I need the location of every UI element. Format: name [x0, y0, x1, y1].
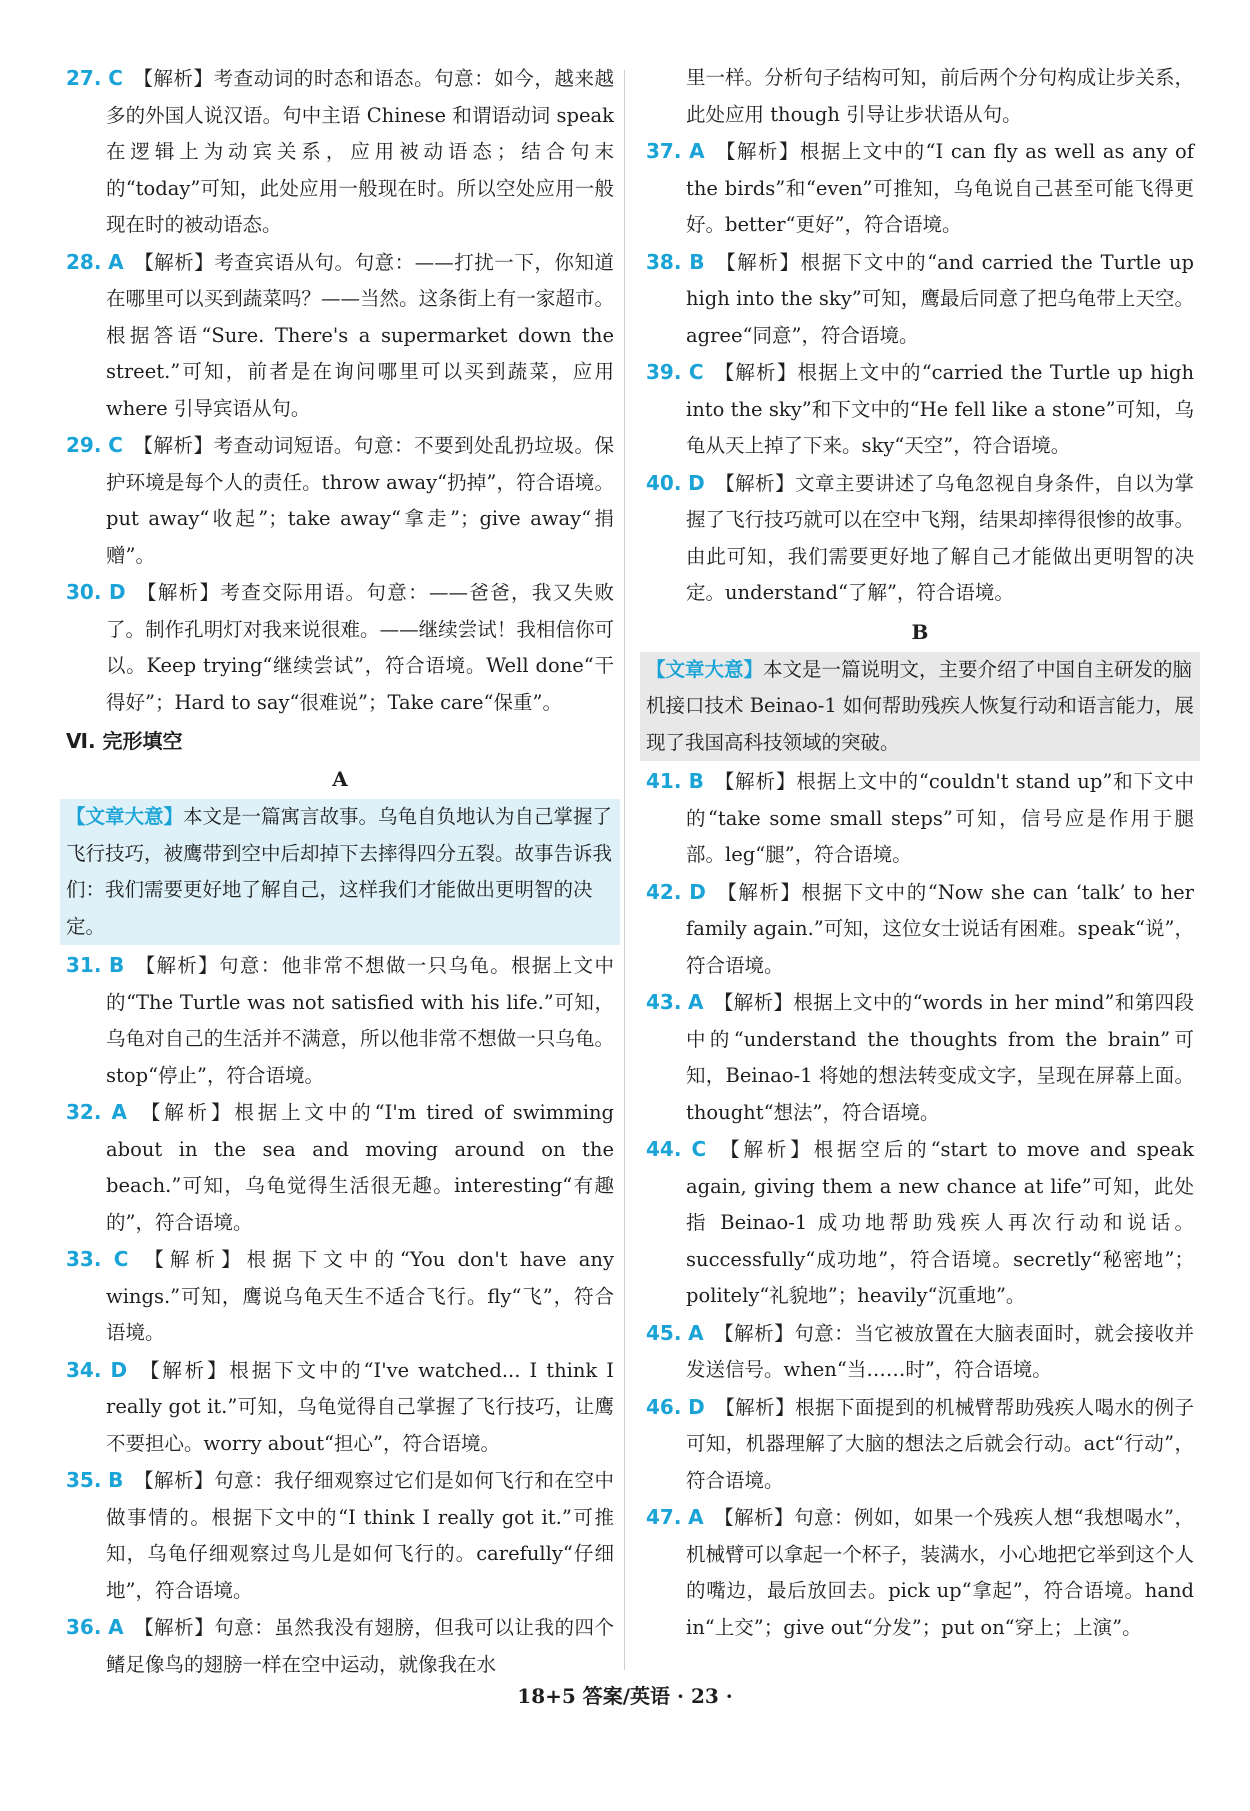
answer-38: 38. B 【解析】根据下文中的“and carried the Turtle up high into the sky”可知，鹰最后同意了把乌龟带上天空。agree“同意”，符合语境。	[646, 249, 1194, 347]
answer-36: 36. A 【解析】句意：虽然我没有翅膀，但我可以让我的四个鳍足像鸟的翅膀一样在空中运动，就像我在水	[66, 1615, 614, 1676]
answer-31: 31. B 【解析】句意：他非常不想做一只乌龟。根据上文中的“The Turtle was not satisfied with his life.”可知，乌龟对自己的生活并不满意，所以他非常不想做一只乌龟。stop“停止”，符合语境。	[66, 953, 614, 1087]
answer-29: 29. C 【解析】考查动词短语。句意：不要到处乱扔垃圾。保护环境是每个人的责任。throw away“扔掉”，符合语境。put away“收起”；take away“拿走”；give away“捐赠”。	[66, 433, 614, 567]
passage-letter-b: B	[911, 619, 929, 644]
answer-44: 44. C 【解析】根据空后的“start to move and speak again, giving them a new chance at life”可知，此处指 Beinao-1 成功地帮助残疾人再次行动和说话。successfully“成功地”，符合语境。secretly“秘密地”；politely“礼貌地”；heavily“沉重地”。	[646, 1137, 1194, 1307]
right-column	[646, 60, 1194, 1646]
answer-46: 46. D 【解析】根据下面提到的机械臂帮助残疾人喝水的例子可知，机器理解了大脑的想法之后就会行动。act“行动”，符合语境。	[646, 1394, 1194, 1492]
answer-35: 35. B 【解析】句意：我仔细观察过它们是如何飞行和在空中做事情的。根据下文中的“I think I really got it.”可推知，乌龟仔细观察过鸟儿是如何飞行的。carefully“仔细地”，符合语境。	[66, 1468, 614, 1602]
answer-28: 28. A 【解析】考查宾语从句。句意：——打扰一下，你知道在哪里可以买到蔬菜吗？——当然。这条街上有一家超市。根据答语“Sure. There's a supermarket down the street.”可知，前者是在询问哪里可以买到蔬菜，应用 where 引导宾语从句。	[66, 249, 614, 420]
answer-41: 41. B 【解析】根据上文中的“couldn't stand up”和下文中的“take some small steps”可知，信号应是作用于腿部。leg“腿”，符合语境。	[646, 769, 1194, 866]
answer-36-continued: 里一样。分析句子结构可知，前后两个分句构成让步关系，此处应用 though 引导让步状语从句。	[686, 66, 1194, 126]
answer-42: 42. D 【解析】根据下文中的“Now she can ‘talk’ to her family again.”可知，这位女士说话有困难。speak“说”，符合语境。	[646, 879, 1195, 977]
answer-27: 27. C 【解析】考查动词的时态和语态。句意：如今，越来越多的外国人说汉语。句中主语 Chinese 和谓语动词 speak 在逻辑上为动宾关系，应用被动语态；结合句末的“today”可知，此处应用一般现在时。所以空处应用一般现在时的被动语态。	[66, 66, 614, 236]
section-title: Ⅵ. 完形填空	[66, 729, 183, 753]
answer-37: 37. A 【解析】根据上文中的“I can fly as well as any of the birds”和“even”可推知，乌龟说自己甚至可能飞得更好。better“更好”，符合语境。	[646, 139, 1194, 236]
answer-40: 40. D 【解析】文章主要讲述了乌龟忽视自身条件，自以为掌握了飞行技巧就可以在空中飞翔，结果却摔得很惨的故事。由此可知，我们需要更好地了解自己才能做出更明智的决定。understand“了解”，符合语境。	[646, 470, 1194, 604]
answer-32: 32. A 【解析】根据上文中的“I'm tired of swimming about in the sea and moving around on the beach.”可知，乌龟觉得生活很无趣。interesting“有趣的”，符合语境。	[66, 1100, 614, 1234]
column-divider	[624, 70, 625, 1670]
left-column	[66, 60, 614, 1683]
answer-43: 43. A 【解析】根据上文中的“words in her mind”和第四段中的“understand the thoughts from the brain”可知，Beinao-1 将她的想法转变成文字，呈现在屏幕上面。thought“想法”，符合语境。	[646, 990, 1194, 1124]
passage-summary-a: 【文章大意】本文是一篇寓言故事。乌龟自负地认为自己掌握了飞行技巧，被鹰带到空中后却掉下去摔得四分五裂。故事告诉我们：我们需要更好地了解自己，这样我们才能做出更明智的决定。	[60, 799, 620, 945]
passage-summary-b: 【文章大意】本文是一篇说明文，主要介绍了中国自主研发的脑机接口技术 Beinao-1 如何帮助残疾人恢复行动和语言能力，展现了我国高科技领域的突破。	[640, 652, 1200, 762]
answer-47: 47. A 【解析】句意：例如，如果一个残疾人想“我想喝水”，机械臂可以拿起一个杯子，装满水，小心地把它举到这个人的嘴边，最后放回去。pick up“拿起”，符合语境。hand in“上交”；give out“分发”；put on“穿上；上演”。	[646, 1505, 1194, 1639]
answer-45: 45. A 【解析】句意：当它被放置在大脑表面时，就会接收并发送信号。when“当……时”，符合语境。	[646, 1320, 1194, 1381]
answer-34: 34. D 【解析】根据下文中的“I've watched... I think I really got it.”可知，乌龟觉得自己掌握了飞行技巧，让鹰不要担心。worry about“担心”，符合语境。	[66, 1357, 615, 1455]
answer-39: 39. C 【解析】根据上文中的“carried the Turtle up high into the sky”和下文中的“He fell like a stone”可知，乌龟从天上掉了下来。sky“天空”，符合语境。	[646, 360, 1195, 457]
answer-30: 30. D 【解析】考查交际用语。句意：——爸爸，我又失败了。制作孔明灯对我来说很难。——继续尝试！我相信你可以。Keep trying“继续尝试”，符合语境。Well done“干得好”；Hard to say“很难说”；Take care“保重”。	[66, 580, 614, 714]
passage-letter-a: A	[332, 767, 348, 791]
answer-33: 33. C 【解析】根据下文中的“You don't have any wings.”可知，鹰说乌龟天生不适合飞行。fly“飞”，符合语境。	[66, 1247, 614, 1344]
page-footer: 18+5 答案/英语 · 23 ·	[517, 1684, 733, 1708]
